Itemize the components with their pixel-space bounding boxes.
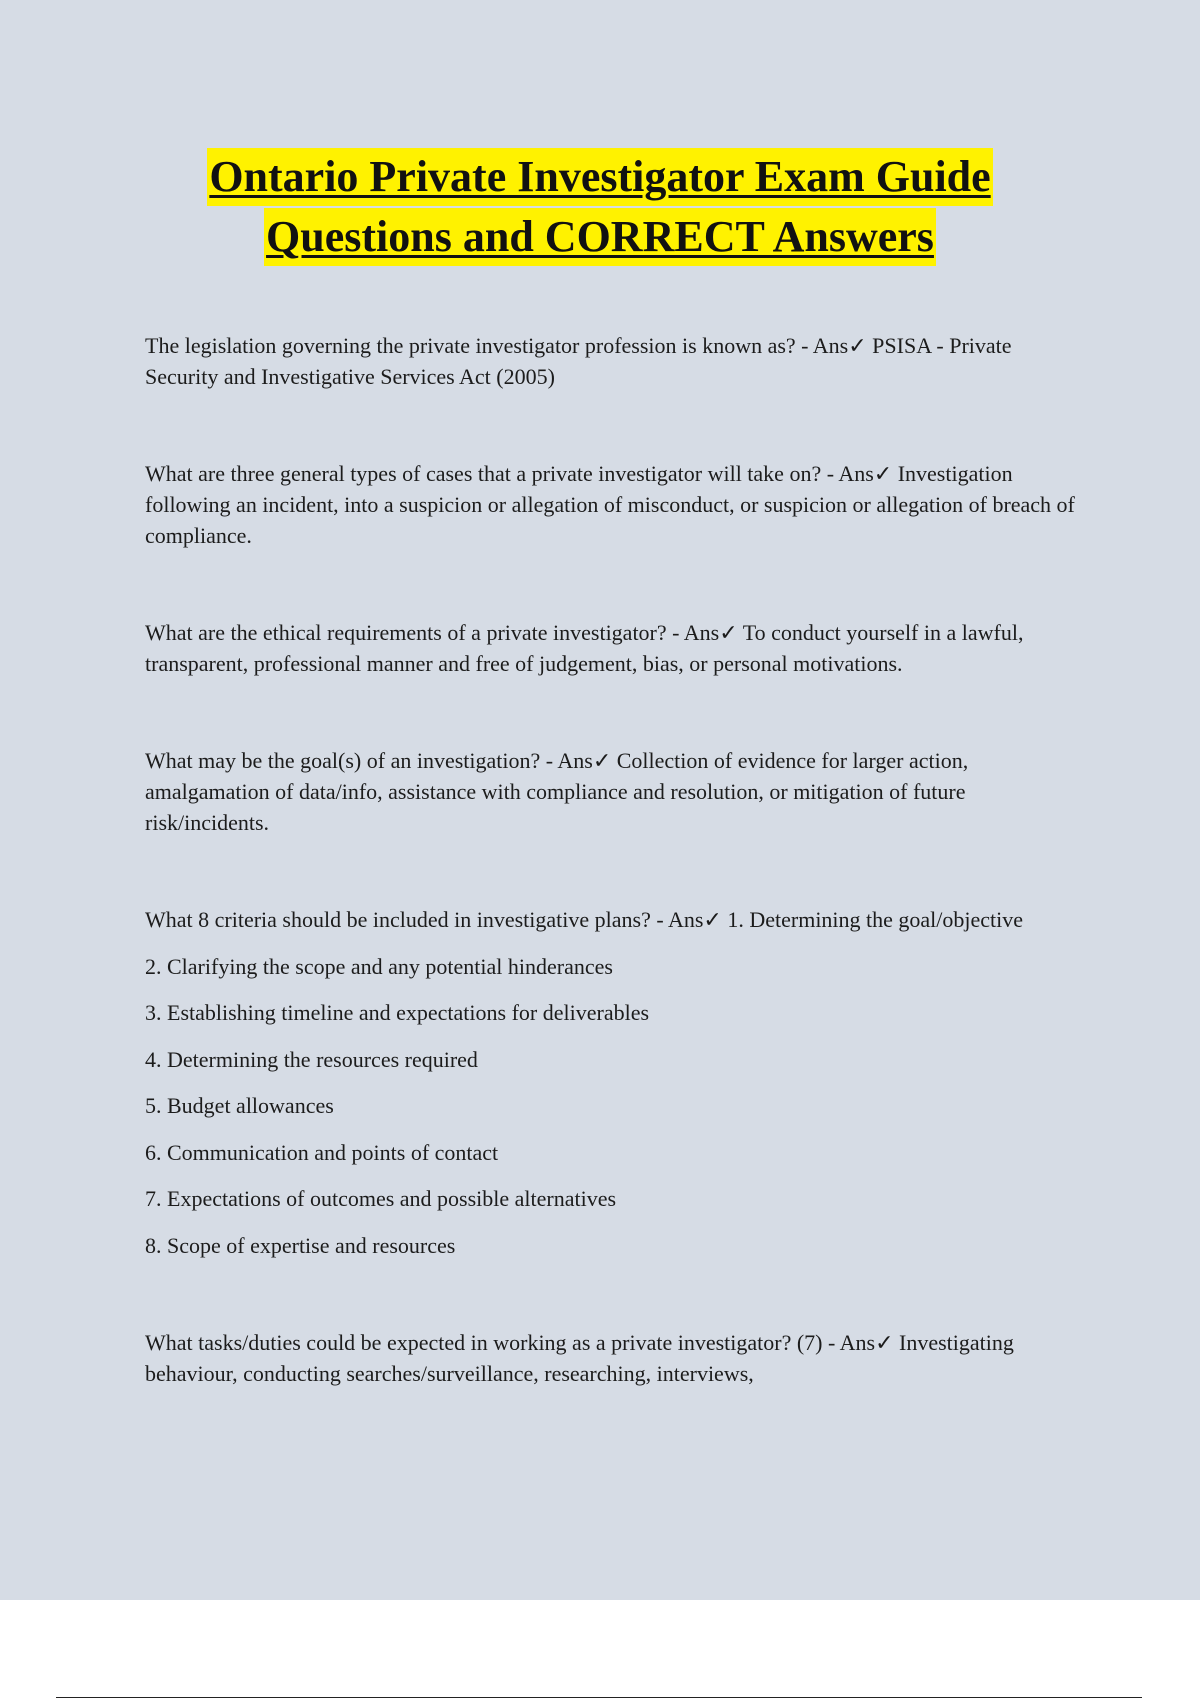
title-line-1: Ontario Private Investigator Exam Guide: [207, 148, 992, 206]
qa-text: What 8 criteria should be included in investigative plans? - Ans✓ 1. Determining the goal/objective: [145, 907, 1024, 932]
qa-text: What are three general types of cases that a private investigator will take on? - Ans✓ Investigation following an incident, into a suspicion or allegation of misconduct, or suspicion or allegation of breach of compliance.: [145, 461, 1075, 548]
document-body: [145, 330, 1080, 1389]
qa-text: What are the ethical requirements of a private investigator? - Ans✓ To conduct yourself in a lawful, transparent, professional manner and free of judgement, bias, or personal motivations.: [145, 620, 1024, 676]
qa-item: [145, 330, 1080, 392]
document-title: [0, 148, 1200, 268]
qa-item: [145, 1327, 1080, 1389]
qa-text: The legislation governing the private investigator profession is known as? - Ans✓ PSISA - Private Security and Investigative Services Act (2005): [145, 333, 1012, 389]
list-item: 7. Expectations of outcomes and possible alternatives: [145, 1186, 617, 1211]
qa-item: [145, 458, 1080, 551]
criteria-list: [145, 951, 1080, 1261]
list-item: 6. Communication and points of contact: [145, 1139, 499, 1165]
list-item: 4. Determining the resources required: [145, 1046, 478, 1072]
qa-text: What tasks/duties could be expected in working as a private investigator? (7) - Ans✓ Investigating behaviour, conducting searches/surveillance, researching, interviews,: [145, 1329, 1014, 1386]
list-item: 5. Budget allowances: [145, 1093, 334, 1118]
list-item: 2. Clarifying the scope and any potential hinderances: [145, 953, 613, 979]
list-item: 3. Establishing timeline and expectations for deliverables: [145, 1000, 650, 1025]
qa-item: [145, 904, 1080, 935]
qa-item: [145, 745, 1080, 838]
footer-divider: [56, 1697, 1142, 1698]
list-item: 8. Scope of expertise and resources: [145, 1232, 456, 1258]
qa-item: [145, 617, 1080, 679]
qa-text: What may be the goal(s) of an investigation? - Ans✓ Collection of evidence for larger action, amalgamation of data/info, assistance with compliance and resolution, or mitigation of future risk/incidents.: [145, 748, 969, 835]
title-line-2: Questions and CORRECT Answers: [264, 208, 936, 266]
